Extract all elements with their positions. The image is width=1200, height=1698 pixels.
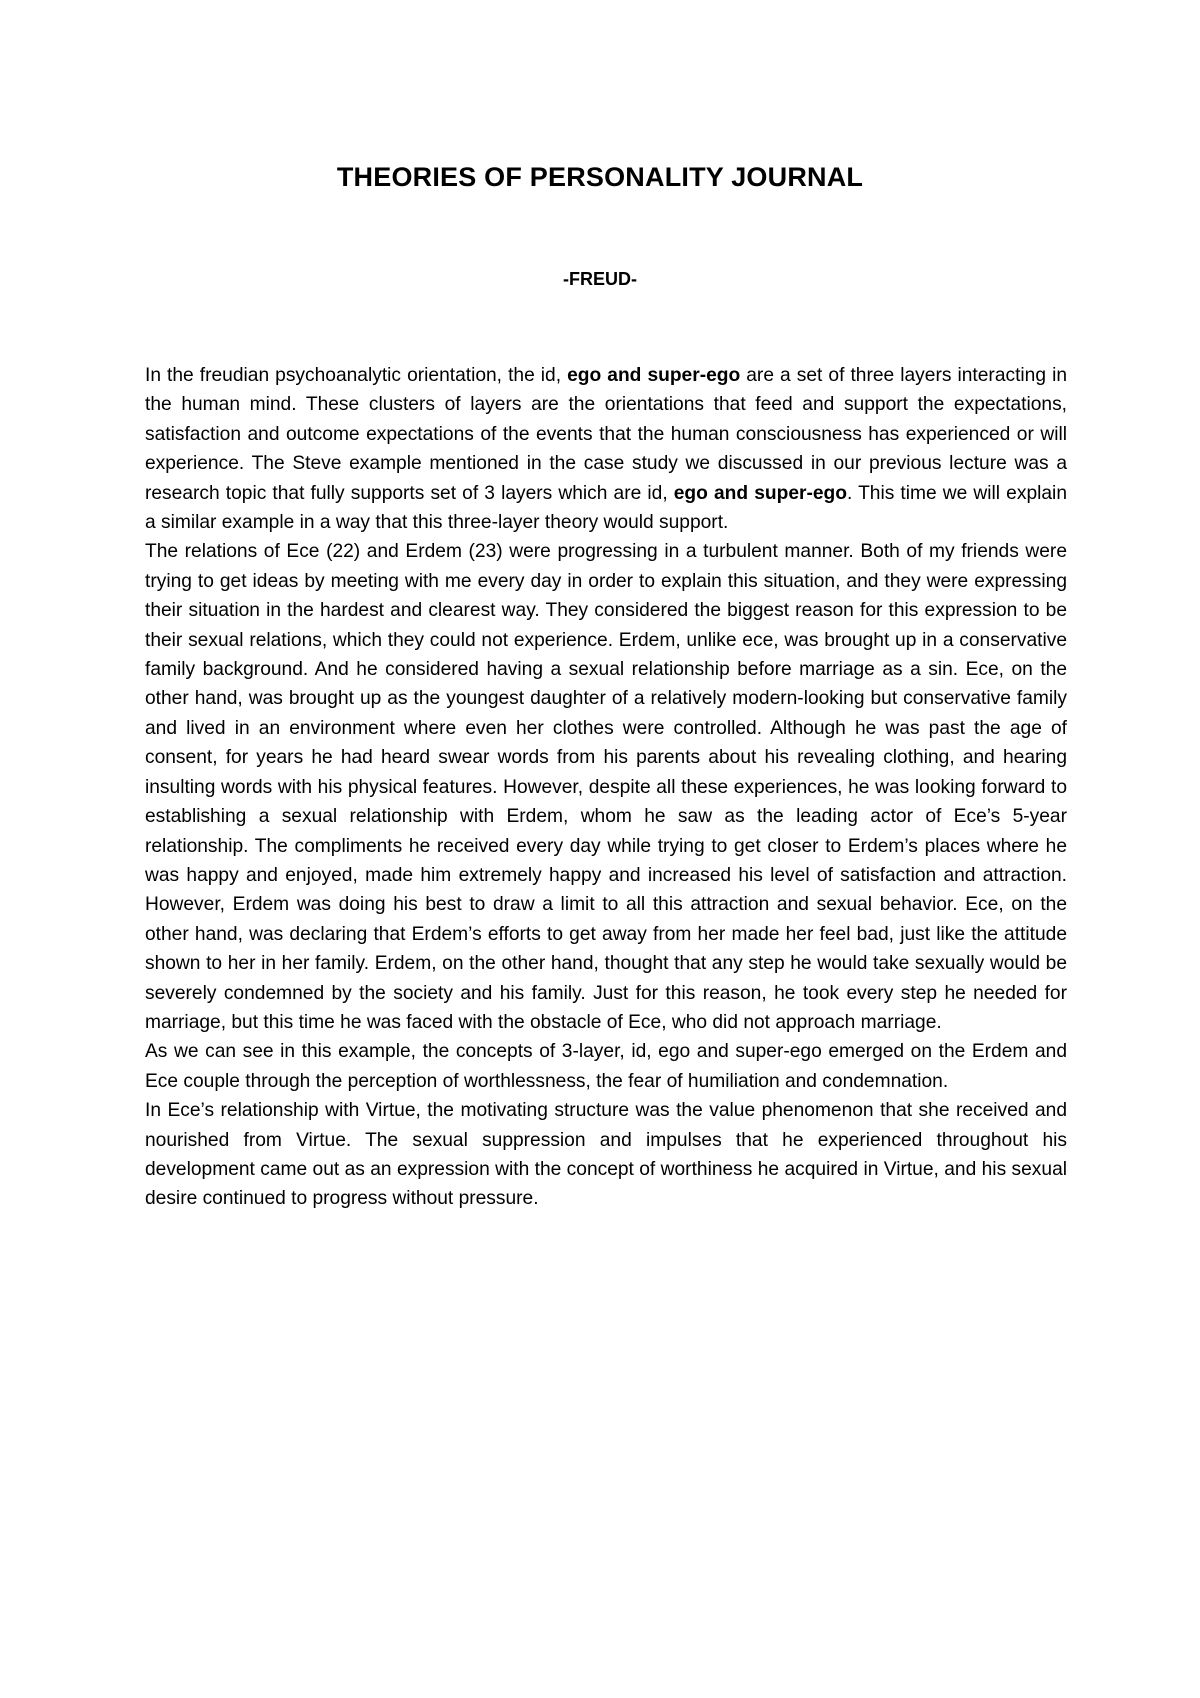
intro-text-b: are a set of three layers interacting in the human mind. These clusters of layers are the orientations that feed and support the expectations, satisfaction and outcome expectations of the events that the human consciousness has experienced or will experience. The Steve example mentioned in the case study we discussed in our previous lecture was a research topic that fully supports set of 3 layers which are id, bbox=[145, 365, 1068, 504]
paragraph-intro bbox=[145, 361, 1067, 537]
paragraph-conclusion: In Ece’s relationship with Virtue, the motivating structure was the value phenomenon that she received and nourished from Virtue. The sexual suppression and impulses that he experienced throughout his development came out as an expression with the concept of worthiness he acquired in Virtue, and his sexual desire continued to progress without pressure. bbox=[145, 1100, 1067, 1210]
paragraph-analysis: As we can see in this example, the concepts of 3-layer, id, ego and super-ego emerged on the Erdem and Ece couple through the perception of worthlessness, the fear of humiliation and condemnation. bbox=[145, 1041, 1067, 1092]
page-title: THEORIES OF PERSONALITY JOURNAL bbox=[336, 162, 864, 192]
journal-body bbox=[145, 361, 1067, 1214]
section-heading-freud: -FREUD- bbox=[563, 269, 637, 289]
intro-text-a: In the freudian psychoanalytic orientation, the id, bbox=[145, 365, 568, 386]
intro-text-c: . This time we will explain a similar example in a way that this three-layer theory would support. bbox=[145, 482, 1067, 534]
intro-bold-b: ego and super-ego bbox=[673, 482, 847, 504]
intro-bold-a: ego and super-ego bbox=[567, 365, 741, 386]
paragraph-example: The relations of Ece (22) and Erdem (23) were progressing in a turbulent manner. Both of my friends were trying to get ideas by meeting with me every day in order to explain this situation, and they were expressing their situation in the hardest and clearest way. They considered the biggest reason for this expression to be their sexual relations, which they could not experience. Erdem, unlike ece, was brought up in a conservative family background. And he considered having a sexual relationship before marriage as a sin. Ece, on the other hand, was brought up as the youngest daughter of a relatively modern-looking but conservative family and lived in an environment where even her clothes were controlled. Although he was past the age of consent, for years he had heard swear words from his parents about his revealing clothing, and hearing insulting words with his physical features. However, despite all these experiences, he was looking forward to establishing a sexual relationship with Erdem, whom he saw as the leading actor of Ece’s 5-year relationship. The compliments he received every day while trying to get closer to Erdem’s places where he was happy and enjoyed, made him extremely happy and increased his level of satisfaction and attraction. However, Erdem was doing his best to draw a limit to all this attraction and sexual behavior. Ece, on the other hand, was declaring that Erdem’s efforts to get away from her made her feel bad, just like the attitude shown to her in her family. Erdem, on the other hand, thought that any step he would take sexually would be severely condemned by the society and his family. Just for this reason, he took every step he needed for marriage, but this time he was faced with the obstacle of Ece, who did not approach marriage. bbox=[145, 541, 1067, 1033]
